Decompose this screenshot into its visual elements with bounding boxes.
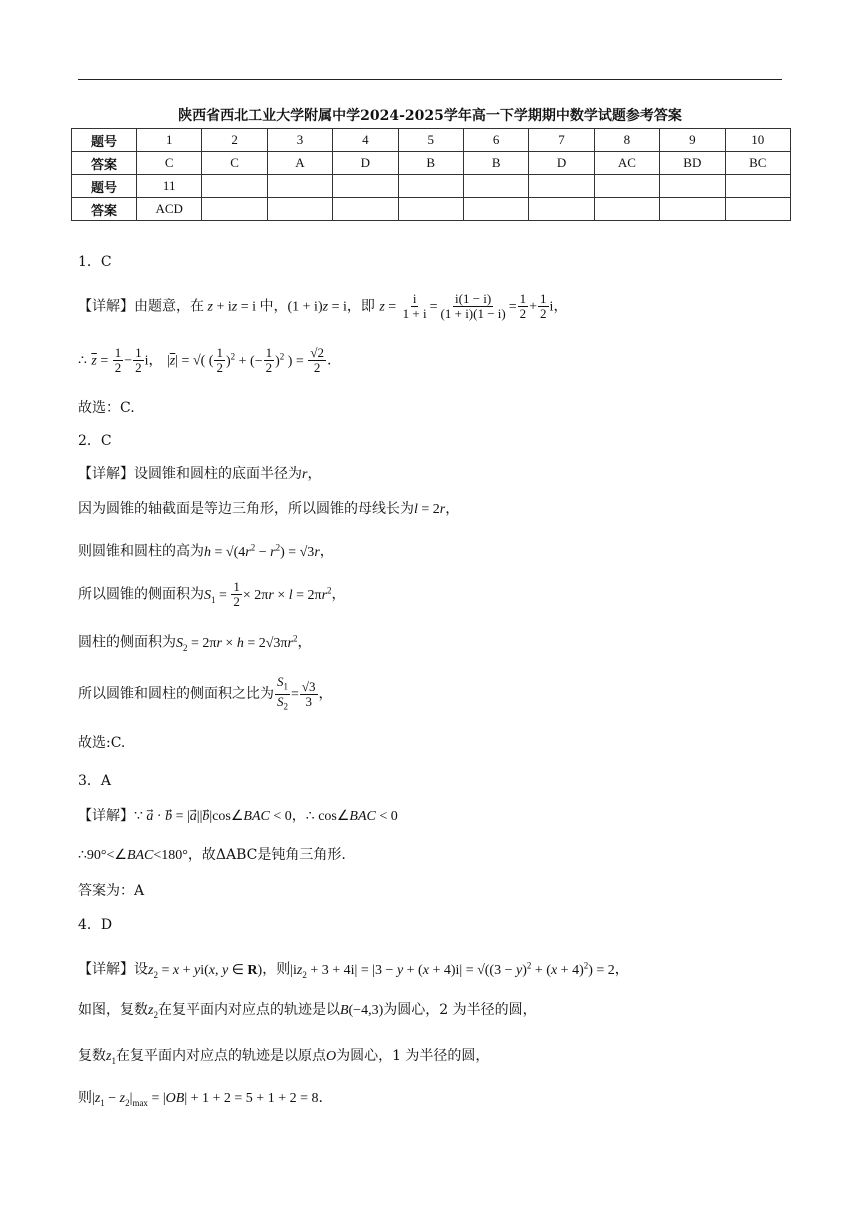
table-cell [660,175,725,198]
table-cell: 7 [529,129,594,152]
q4-line3c-text: 为圆心，1 为半径的圆， [336,1048,490,1064]
q1-detail-line: 【详解】由题意，在 z + iz = i 中，(1 + i)z = i，即 z = $\frac{i}{1 + i}$ = $\frac{i(1 - i)}{(1 + i)(1 - i)}$ = $\frac{1}{2}$ + $\frac{1}{2}$ i， [78,291,568,321]
table-cell [202,198,267,221]
row-label: 题号 [72,175,137,198]
table-cell: 5 [398,129,463,152]
q4-line4: 则$|z_1 - z_2|_{max} = |OB| + 1 + 2 = 5 + 1 + 2 = 8$. [78,1090,323,1108]
row-label: 答案 [72,152,137,175]
q2-line5-text: 圆柱的侧面积为 [78,634,176,651]
q4-line2a-text: 如图，复数 [78,1002,148,1018]
q3-line1-text: 【详解】 [78,808,134,824]
table-cell: D [333,152,398,175]
table-cell [398,175,463,198]
table-cell: 8 [594,129,659,152]
q1-heading: 1．C [78,254,112,270]
q3-line2-text: ，故ΔABC是钝角三角形. [187,847,346,863]
q2-line4: 所以圆锥的侧面积为$S_1$ = $\frac{1}{2}$ × $2\pi r \times l = 2\pi r^2$， [78,579,346,610]
table-cell: AC [594,152,659,175]
q2-line3: 则圆锥和圆柱的高为$h = √(4r^2 - r^2) = √3r$， [78,542,334,560]
table-cell: 11 [137,175,202,198]
table-cell: B [463,152,528,175]
table-cell [529,198,594,221]
header-rule [78,79,782,80]
table-cell [398,198,463,221]
table-cell: D [529,152,594,175]
table-cell: 9 [660,129,725,152]
row-label: 题号 [72,129,137,152]
table-cell [267,175,332,198]
table-cell [463,175,528,198]
table-cell: BD [660,152,725,175]
q3-answer: 答案为：A [78,883,145,899]
q2-line1-text: 【详解】设圆锥和圆柱的底面半径为 [78,466,302,482]
q4-heading: 4．D [78,917,113,933]
q4-line4-text: 则 [78,1090,92,1106]
q2-line3-text: 则圆锥和圆柱的高为 [78,543,204,560]
q2-line2-text: 因为圆锥的轴截面是等边三角形，所以圆锥的母线长为 [78,501,414,517]
table-row [72,129,791,152]
table-row [72,198,791,221]
q2-choice: 故选:C. [78,735,126,751]
q3-line2: ∴90°<∠BAC<180°，故ΔABC是钝角三角形. [78,847,346,863]
table-cell [333,175,398,198]
q4-line3: 复数$z_1$在复平面内对应点的轨迹是以原点O为圆心，1 为半径的圆， [78,1048,490,1066]
table-cell: 3 [267,129,332,152]
table-cell: C [202,152,267,175]
table-row [72,152,791,175]
q2-line1: 【详解】设圆锥和圆柱的底面半径为r， [78,466,322,482]
q2-line6-text: 所以圆锥和圆柱的侧面积之比为 [78,686,274,703]
q2-line2: 因为圆锥的轴截面是等边三角形，所以圆锥的母线长为l = 2r， [78,501,460,517]
table-cell: 4 [333,129,398,152]
q2-line4-text: 所以圆锥的侧面积为 [78,586,204,603]
table-cell [725,198,790,221]
table-cell: 6 [463,129,528,152]
table-cell: 1 [137,129,202,152]
q2-line5: 圆柱的侧面积为$S_2 = 2\pi r \times h = 2√3\pi r^2$， [78,633,312,653]
q2-line6: 所以圆锥和圆柱的侧面积之比为 $\frac{S_1}{S_2}$ = $\frac{√3}{3}$ ， [78,674,333,712]
table-cell: C [137,152,202,175]
q4-line2: 如图，复数$z_2$在复平面内对应点的轨迹是以B(−4,3)为圆心，2 为半径的圆， [78,1002,537,1020]
table-cell [529,175,594,198]
table-cell [660,198,725,221]
table-cell [267,198,332,221]
q4-line2b-text: 在复平面内对应点的轨迹是以 [157,1002,340,1018]
q4-line3a-text: 复数 [78,1048,106,1064]
table-cell: BC [725,152,790,175]
row-label: 答案 [72,198,137,221]
q1-detail-prefix: 【详解】由题意，在 [78,298,204,315]
q3-heading: 3．A [78,773,112,789]
therefore-symbol: ∴ [78,352,87,369]
table-cell [594,198,659,221]
table-cell: ACD [137,198,202,221]
q4-line1-text: 【详解】设 [78,961,148,978]
table-cell [594,175,659,198]
table-cell: A [267,152,332,175]
table-cell [463,198,528,221]
answer-table [71,128,791,221]
q2-heading: 2．C [78,433,112,449]
q4-line3b-text: 在复平面内对应点的轨迹是以原点 [115,1048,326,1064]
table-cell [333,198,398,221]
page-title: 陕西省西北工业大学附属中学2024-2025学年高一下学期期中数学试题参考答案 [178,108,682,124]
table-cell [725,175,790,198]
table-cell [202,175,267,198]
table-cell: 2 [202,129,267,152]
table-cell: B [398,152,463,175]
q3-line1: 【详解】∵ a⃗ · b⃗ = |a⃗||b⃗|cos∠BAC < 0，∴ cos∠BAC < 0 [78,808,398,824]
q1-choice: 故选：C. [78,400,135,416]
table-row [72,175,791,198]
q4-line1: 【详解】设$z_2 = x + yi(x$, y ∈ R)，则$|iz_2 + 3 + 4i| = |3 - y + (x + 4)i| = √((3 - y)^2 + (x + 4)^2) = 2$， [78,960,629,980]
q1-conj-line: ∴ $\overline{z}$ = $\frac{1}{2}$ − $\frac{1}{2}$ i， $|\overline{z}|$ = √( ( $\frac{1}{2}$ )$^2$ + (− $\frac{1}{2}$ )$^2$ ) = $\frac{√2}{2}$ . [78,345,332,376]
q4-line2c-text: 为圆心，2 为半径的圆， [383,1002,537,1018]
table-cell: 10 [725,129,790,152]
